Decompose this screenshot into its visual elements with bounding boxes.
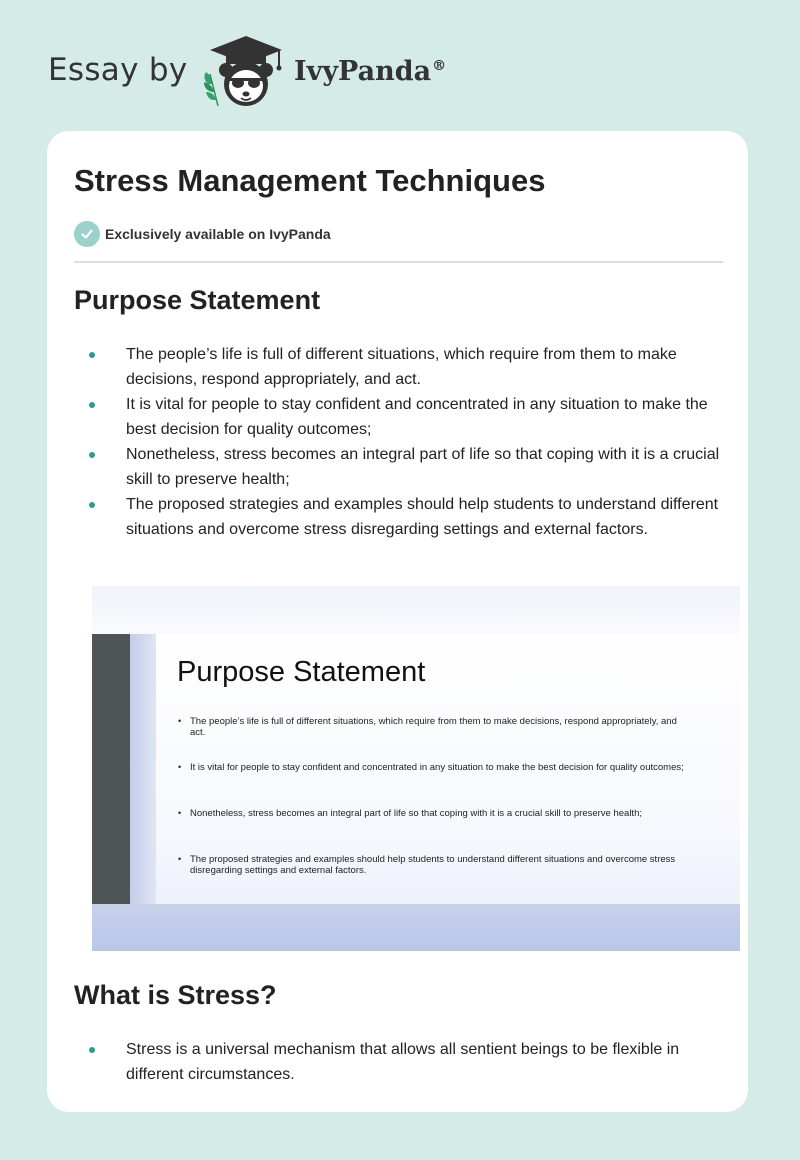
list-item: • The people’s life is full of different situations, which require from them to make decisions, respond appropriately, and act. bbox=[190, 716, 690, 762]
list-item: The people’s life is full of different situations, which require from them to make decisions, respond appropriately, and act. bbox=[126, 342, 726, 392]
graduation-panda-icon[interactable] bbox=[200, 34, 292, 110]
section-heading-stress: What is Stress? bbox=[74, 980, 277, 1010]
badge-text: Exclusively available on IvyPanda bbox=[105, 226, 331, 242]
slide-title: Purpose Statement bbox=[177, 656, 426, 688]
section-heading-purpose: Purpose Statement bbox=[74, 285, 321, 315]
brand-name[interactable] bbox=[294, 56, 446, 87]
list-item: • It is vital for people to stay confident and concentrated in any situation to make the best decision for quality outcomes; bbox=[190, 762, 690, 808]
slide-shadow bbox=[130, 634, 156, 904]
check-icon bbox=[74, 221, 100, 247]
title-divider bbox=[74, 261, 723, 263]
slide-image bbox=[92, 586, 740, 951]
list-item: • The proposed strategies and examples should help students to understand different situations and overcome stress disregarding settings and external factors. bbox=[190, 854, 690, 900]
slide-bullet-list bbox=[190, 716, 690, 900]
essay-card bbox=[47, 131, 748, 1112]
list-item: The proposed strategies and examples should help students to understand different situations and overcome stress disregarding settings and external factors. bbox=[126, 492, 726, 542]
site-header bbox=[48, 34, 508, 110]
brand-name-text: IvyPanda bbox=[294, 56, 432, 87]
list-item: Nonetheless, stress becomes an integral part of life so that coping with it is a crucial skill to preserve health; bbox=[126, 442, 726, 492]
page-title: Stress Management Techniques bbox=[74, 163, 546, 198]
list-item: • Nonetheless, stress becomes an integral part of life so that coping with it is a crucial skill to preserve health; bbox=[190, 808, 690, 854]
stress-bullet-list bbox=[126, 1037, 726, 1087]
purpose-bullet-list bbox=[126, 342, 726, 542]
exclusive-badge bbox=[74, 221, 331, 247]
registered-mark: ® bbox=[432, 58, 447, 74]
brand-prefix: Essay by bbox=[48, 52, 188, 88]
slide-sidebar bbox=[92, 634, 130, 904]
list-item: Stress is a universal mechanism that allows all sentient beings to be flexible in different circumstances. bbox=[126, 1037, 726, 1087]
slide-panel bbox=[156, 634, 740, 904]
list-item: It is vital for people to stay confident and concentrated in any situation to make the best decision for quality outcomes; bbox=[126, 392, 726, 442]
